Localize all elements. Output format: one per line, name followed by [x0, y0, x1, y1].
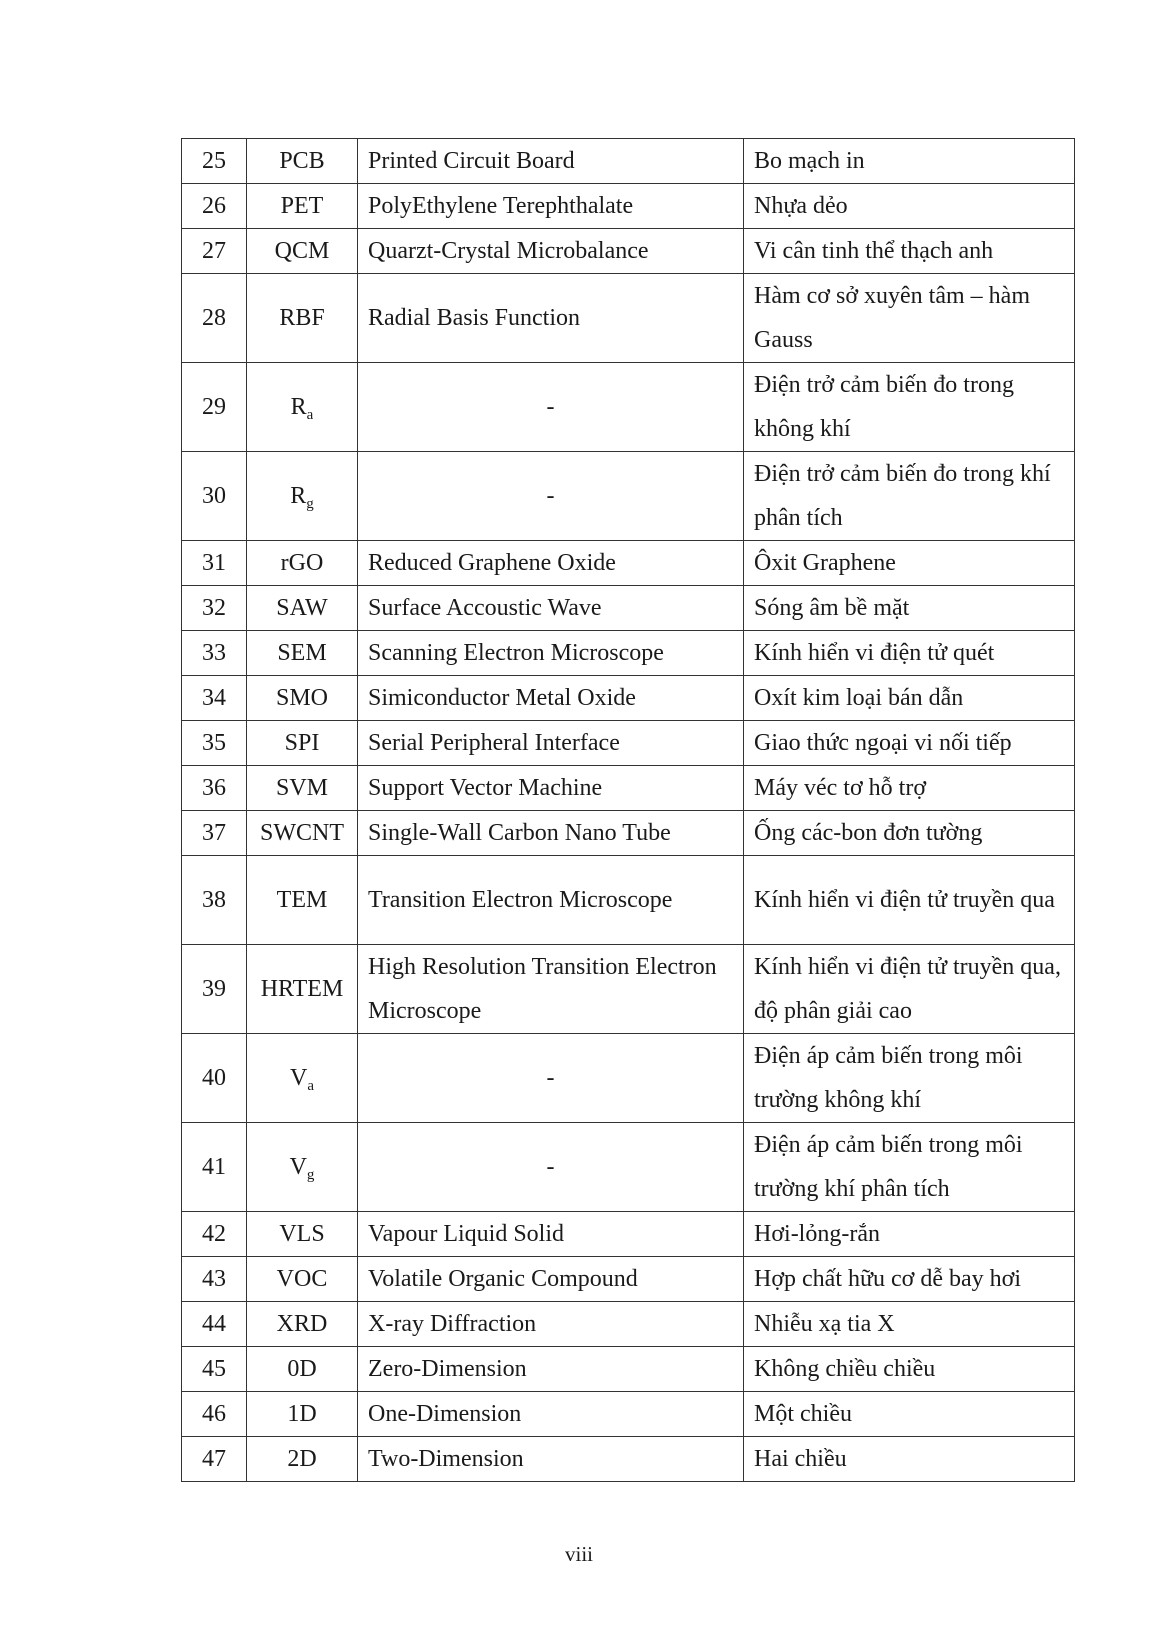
english-term: Scanning Electron Microscope	[358, 631, 744, 676]
row-number: 33	[182, 631, 247, 676]
abbreviation: SMO	[247, 676, 358, 721]
table-row	[182, 1391, 1075, 1436]
vietnamese-term: Hơi-lỏng-rắn	[744, 1211, 1075, 1256]
table-row	[182, 586, 1075, 631]
english-term: One-Dimension	[358, 1391, 744, 1436]
abbreviation: PET	[247, 184, 358, 229]
table-row	[182, 229, 1075, 274]
abbreviation-subscript: g	[306, 1166, 315, 1183]
abbreviation: 2D	[247, 1436, 358, 1481]
vietnamese-term: Điện trở cảm biến đo trong không khí	[744, 363, 1075, 452]
table-row	[182, 363, 1075, 452]
abbreviation: 0D	[247, 1346, 358, 1391]
abbreviation: TEM	[247, 856, 358, 945]
english-term: Vapour Liquid Solid	[358, 1211, 744, 1256]
abbreviation: PCB	[247, 139, 358, 184]
english-term: X-ray Diffraction	[358, 1301, 744, 1346]
row-number: 40	[182, 1033, 247, 1122]
table-row	[182, 1033, 1075, 1122]
abbreviation: rGO	[247, 541, 358, 586]
row-number: 29	[182, 363, 247, 452]
table-row	[182, 1301, 1075, 1346]
abbreviation-base: V	[289, 1153, 307, 1180]
vietnamese-term: Ống các-bon đơn tường	[744, 811, 1075, 856]
vietnamese-term: Không chiều chiều	[744, 1346, 1075, 1391]
abbreviation	[247, 452, 358, 541]
english-term: -	[358, 363, 744, 452]
row-number: 38	[182, 856, 247, 945]
table-row	[182, 676, 1075, 721]
row-number: 37	[182, 811, 247, 856]
english-term: -	[358, 1033, 744, 1122]
abbreviation-base: R	[290, 394, 307, 420]
row-number: 36	[182, 766, 247, 811]
vietnamese-term: Bo mạch in	[744, 139, 1075, 184]
vietnamese-term: Vi cân tinh thể thạch anh	[744, 229, 1075, 274]
abbreviation: VOC	[247, 1256, 358, 1301]
row-number: 28	[182, 274, 247, 363]
row-number: 34	[182, 676, 247, 721]
english-term: Zero-Dimension	[358, 1346, 744, 1391]
english-term: Volatile Organic Compound	[358, 1256, 744, 1301]
abbreviation-base: V	[289, 1064, 308, 1091]
vietnamese-term: Oxít kim loại bán dẫn	[744, 676, 1075, 721]
english-term: -	[358, 452, 744, 541]
english-term: Support Vector Machine	[358, 766, 744, 811]
table-row	[182, 184, 1075, 229]
vietnamese-term: Điện áp cảm biến trong môi trường không khí	[744, 1033, 1075, 1122]
abbreviation: XRD	[247, 1301, 358, 1346]
table-row	[182, 452, 1075, 541]
table-row	[182, 944, 1075, 1033]
english-term: -	[358, 1122, 744, 1211]
row-number: 45	[182, 1346, 247, 1391]
row-number: 35	[182, 721, 247, 766]
vietnamese-term: Máy véc tơ hỗ trợ	[744, 766, 1075, 811]
abbreviation-table	[181, 138, 1075, 1482]
vietnamese-term: Ôxit Graphene	[744, 541, 1075, 586]
table-row	[182, 139, 1075, 184]
english-term: Reduced Graphene Oxide	[358, 541, 744, 586]
english-term: Simiconductor Metal Oxide	[358, 676, 744, 721]
row-number: 44	[182, 1301, 247, 1346]
table-row	[182, 541, 1075, 586]
abbreviation-subscript: a	[306, 407, 314, 423]
vietnamese-term: Sóng âm bề mặt	[744, 586, 1075, 631]
vietnamese-term: Nhiễu xạ tia X	[744, 1301, 1075, 1346]
abbreviation	[247, 363, 358, 452]
english-term: Transition Electron Microscope	[358, 856, 744, 945]
abbreviation: SVM	[247, 766, 358, 811]
abbreviation: SPI	[247, 721, 358, 766]
english-term: Quarzt-Crystal Microbalance	[358, 229, 744, 274]
table-row	[182, 1256, 1075, 1301]
row-number: 47	[182, 1436, 247, 1481]
english-term: Printed Circuit Board	[358, 139, 744, 184]
row-number: 32	[182, 586, 247, 631]
vietnamese-term: Kính hiển vi điện tử truyền qua, độ phân giải cao	[744, 944, 1075, 1033]
vietnamese-term: Điện áp cảm biến trong môi trường khí phân tích	[744, 1122, 1075, 1211]
vietnamese-term: Điện trở cảm biến đo trong khí phân tích	[744, 452, 1075, 541]
vietnamese-term: Hai chiều	[744, 1436, 1075, 1481]
abbreviation	[247, 1122, 358, 1211]
row-number: 42	[182, 1211, 247, 1256]
abbreviation: VLS	[247, 1211, 358, 1256]
abbreviation: QCM	[247, 229, 358, 274]
table-row	[182, 1436, 1075, 1481]
row-number: 30	[182, 452, 247, 541]
table-row	[182, 856, 1075, 945]
row-number: 41	[182, 1122, 247, 1211]
page-number: viii	[564, 1542, 593, 1566]
table-row	[182, 811, 1075, 856]
table-row	[182, 631, 1075, 676]
english-term: Radial Basis Function	[358, 274, 744, 363]
vietnamese-term: Kính hiển vi điện tử quét	[744, 631, 1075, 676]
row-number: 39	[182, 944, 247, 1033]
english-term: Surface Accoustic Wave	[358, 586, 744, 631]
abbreviation-subscript: g	[306, 496, 314, 512]
english-term: Serial Peripheral Interface	[358, 721, 744, 766]
vietnamese-term: Hợp chất hữu cơ dễ bay hơi	[744, 1256, 1075, 1301]
abbreviation: SAW	[247, 586, 358, 631]
english-term: PolyEthylene Terephthalate	[358, 184, 744, 229]
vietnamese-term: Giao thức ngoại vi nối tiếp	[744, 721, 1075, 766]
vietnamese-term: Một chiều	[744, 1391, 1075, 1436]
row-number: 27	[182, 229, 247, 274]
table-row	[182, 721, 1075, 766]
abbreviation	[247, 1033, 358, 1122]
row-number: 43	[182, 1256, 247, 1301]
table-row	[182, 274, 1075, 363]
row-number: 26	[182, 184, 247, 229]
english-term: High Resolution Transition Electron Microscope	[358, 944, 744, 1033]
table-row	[182, 1122, 1075, 1211]
abbreviation: RBF	[247, 274, 358, 363]
table-row	[182, 766, 1075, 811]
row-number: 31	[182, 541, 247, 586]
abbreviation: SWCNT	[247, 811, 358, 856]
table-row	[182, 1211, 1075, 1256]
abbreviation-base: R	[290, 483, 307, 509]
row-number: 46	[182, 1391, 247, 1436]
abbreviation: SEM	[247, 631, 358, 676]
vietnamese-term: Kính hiển vi điện tử truyền qua	[744, 856, 1075, 945]
abbreviation: HRTEM	[247, 944, 358, 1033]
table-row	[182, 1346, 1075, 1391]
vietnamese-term: Hàm cơ sở xuyên tâm – hàm Gauss	[744, 274, 1075, 363]
abbreviation: 1D	[247, 1391, 358, 1436]
english-term: Single-Wall Carbon Nano Tube	[358, 811, 744, 856]
vietnamese-term: Nhựa dẻo	[744, 184, 1075, 229]
row-number: 25	[182, 139, 247, 184]
abbreviation-subscript: a	[307, 1077, 314, 1094]
english-term: Two-Dimension	[358, 1436, 744, 1481]
